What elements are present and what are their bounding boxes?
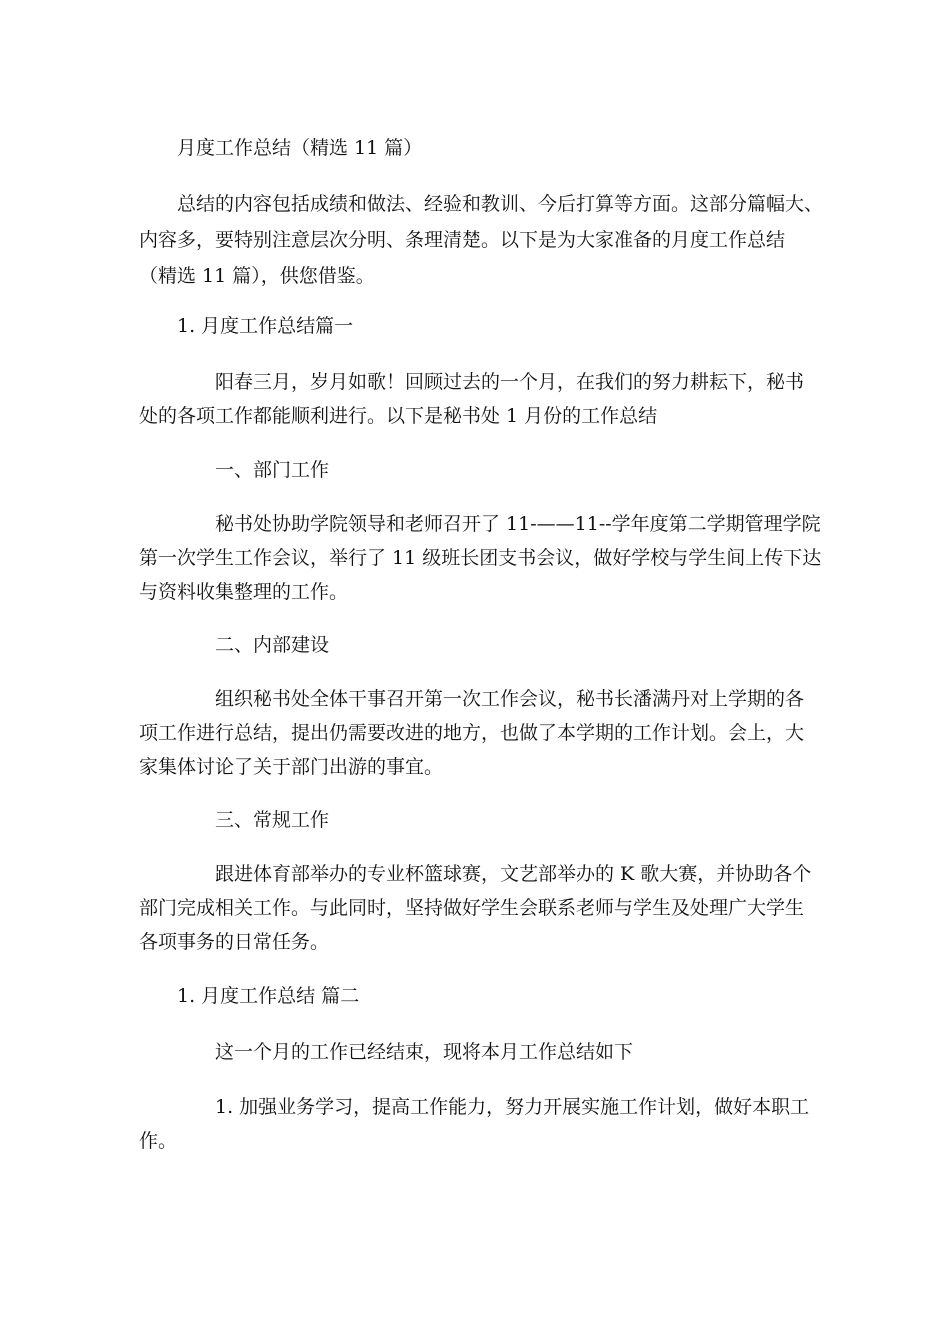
section1-subheading-1: 一、部门工作	[215, 459, 330, 481]
intro-line-2: 内容多，要特别注意层次分明、条理清楚。以下是为大家准备的月度工作总结	[139, 229, 786, 251]
section1-subheading-2: 二、内部建设	[215, 634, 330, 656]
section2-p1: 这一个月的工作已经结束，现将本月工作总结如下	[215, 1041, 634, 1063]
section1-p2-line-1: 秘书处协助学院领导和老师召开了 11-——11--学年度第二学期管理学院	[215, 513, 821, 535]
section1-p3-line-3: 家集体讨论了关于部门出游的事宜。	[139, 756, 444, 778]
section2-p2-line-1: 1. 加强业务学习，提高工作能力，努力开展实施工作计划，做好本职工	[215, 1096, 810, 1118]
section1-p4-line-1: 跟进体育部举办的专业杯篮球赛，文艺部举办的 K 歌大赛，并协助各个	[215, 863, 812, 885]
section1-subheading-3: 三、常规工作	[215, 809, 330, 831]
section1-p2-line-3: 与资料收集整理的工作。	[139, 581, 349, 603]
section1-p4-line-2: 部门完成相关工作。与此同时，坚持做好学生会联系老师与学生及处理广大学生	[139, 897, 805, 919]
section2-p2-line-2: 作。	[139, 1130, 178, 1152]
section1-p4-line-3: 各项事务的日常任务。	[139, 931, 330, 953]
document-title: 月度工作总结（精选 11 篇）	[177, 137, 423, 159]
section1-p1-line-2: 处的各项工作都能顺利进行。以下是秘书处 1 月份的工作总结	[139, 405, 658, 427]
section1-p1-line-1: 阳春三月，岁月如歌！回顾过去的一个月，在我们的努力耕耘下，秘书	[215, 371, 805, 393]
section1-heading: 1. 月度工作总结篇一	[177, 315, 354, 337]
section1-p2-line-2: 第一次学生工作会议，举行了 11 级班长团支书会议，做好学校与学生间上传下达	[139, 547, 822, 569]
intro-line-3: （精选 11 篇），供您借鉴。	[139, 265, 375, 287]
section2-heading: 1. 月度工作总结 篇二	[177, 985, 360, 1007]
section1-p3-line-1: 组织秘书处全体干事召开第一次工作会议，秘书长潘满丹对上学期的各	[215, 688, 805, 710]
section1-p3-line-2: 项工作进行总结，提出仍需要改进的地方，也做了本学期的工作计划。会上，大	[139, 722, 805, 744]
intro-line-1: 总结的内容包括成绩和做法、经验和教训、今后打算等方面。这部分篇幅大、	[177, 193, 824, 215]
